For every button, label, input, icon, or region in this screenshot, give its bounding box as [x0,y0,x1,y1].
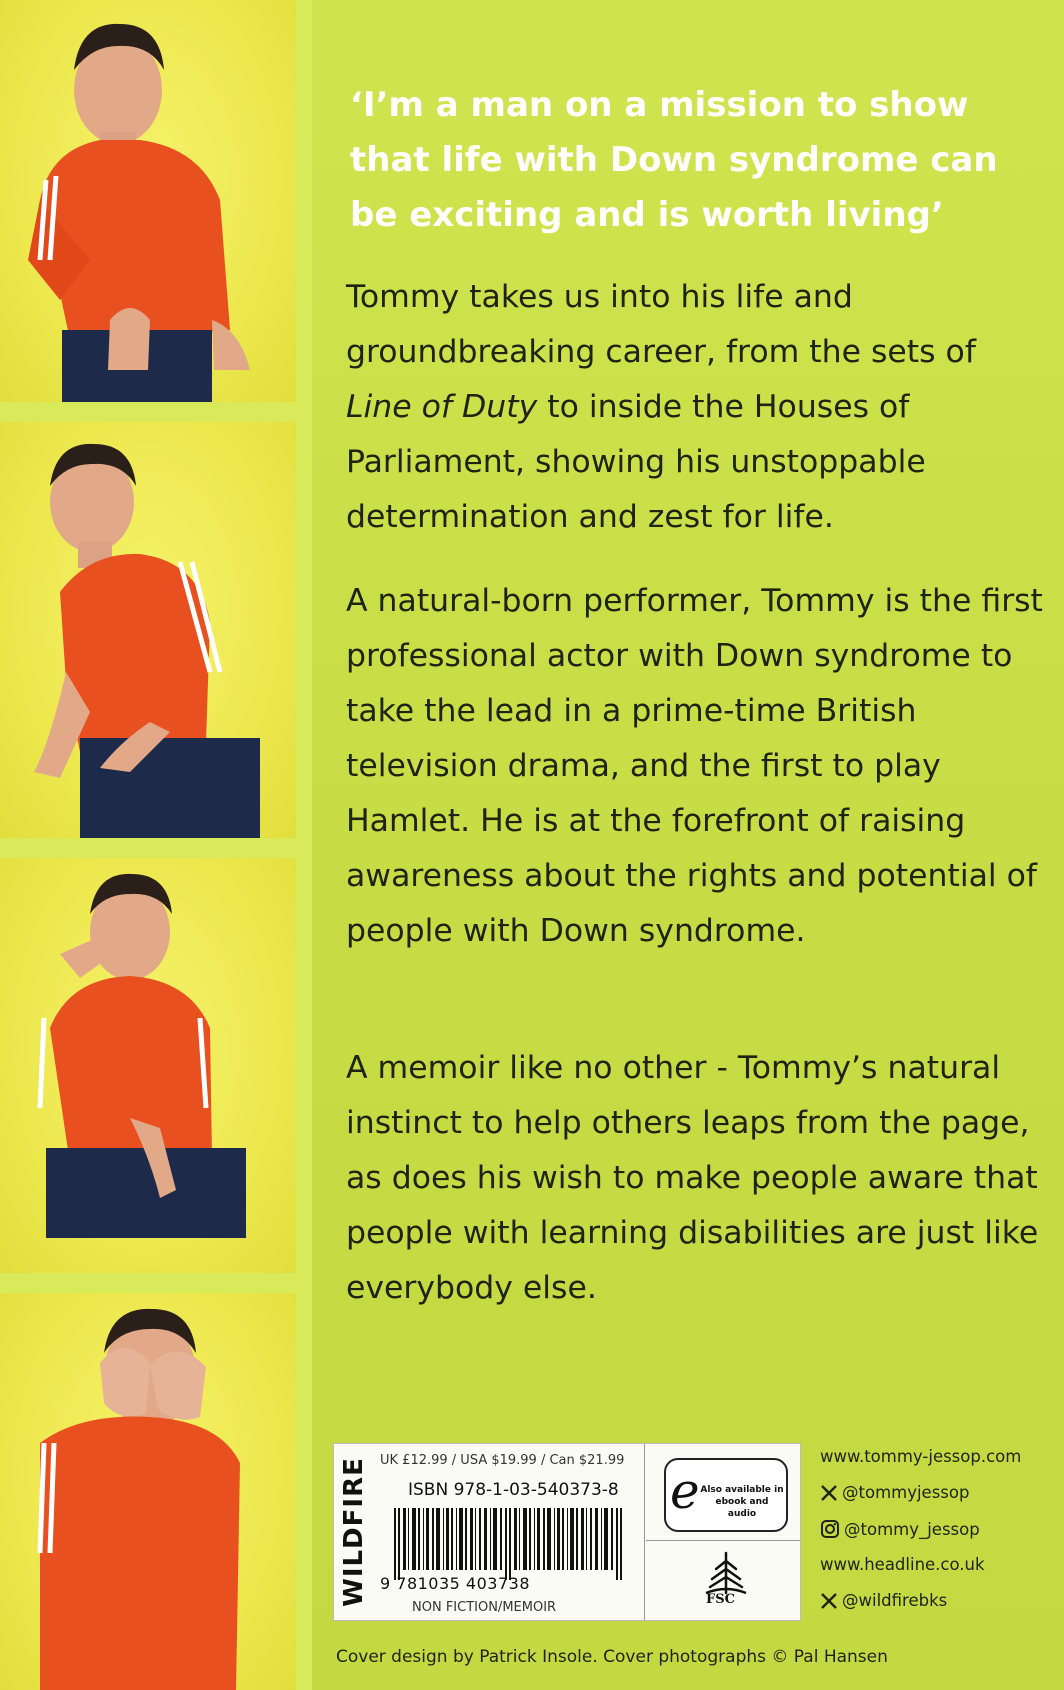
author-photo-thumbs-up [0,0,296,402]
instagram-icon [820,1519,840,1539]
publisher-x-handle: @wildfirebks [842,1591,948,1610]
publisher-website[interactable] [820,1555,985,1574]
author-photo-pose [0,422,296,838]
ebook-badge [664,1458,788,1532]
cover-credits: Cover design by Patrick Insole. Cover photographs © Pal Hansen [336,1647,888,1667]
blurb-paragraph-2: A natural-born performer, Tommy is the first professional actor with Down syndrome to take the lead in a prime-time British television drama, and the first to play Hamlet. He is at the forefront of raising awareness about the rights and potential of people with Down syndrome. [346,583,1043,949]
ebook-e-icon: e [670,1462,700,1520]
pull-quote: ‘I’m a man on a mission to show that life with Down syndrome can be exciting and is worth living’ [350,85,998,235]
publisher-website-text: www.headline.co.uk [820,1555,985,1574]
author-photo-hands-out [0,1293,296,1690]
show-title: Line of Duty [346,389,538,425]
price-line: UK £12.99 / USA $19.99 / Can $21.99 [380,1453,625,1468]
blurb-paragraph-1 [346,270,1046,545]
barcode-digits: 9 781035 403738 [380,1574,531,1593]
author-website[interactable] [820,1447,1021,1466]
category-label: NON FICTION/MEMOIR [412,1600,557,1615]
barcode-panel [333,1443,801,1621]
blurb-paragraph-1-start: Tommy takes us into his life and groundbreaking career, from the sets of [346,279,976,370]
ebook-badge-text: Also available in ebook and audio [700,1485,784,1519]
x-logo-icon [820,1592,838,1610]
panel-divider [644,1444,645,1620]
x-logo-icon [820,1484,838,1502]
barcode [394,1508,624,1580]
author-x-link[interactable] [820,1483,969,1502]
author-instagram-handle: @tommy_jessop [844,1519,980,1539]
publisher-name: WILDFIRE [339,1457,369,1607]
publisher-logo [338,1452,370,1612]
isbn: ISBN 978-1-03-540373-8 [408,1480,619,1500]
author-photo-blow-kiss [0,858,296,1273]
photo-strip [0,0,312,1690]
fsc-label: FSC [706,1592,735,1607]
author-instagram-link[interactable] [820,1519,980,1539]
author-x-handle: @tommyjessop [842,1483,970,1502]
author-website-text: www.tommy-jessop.com [820,1447,1022,1466]
panel-divider-horizontal [646,1540,800,1541]
blurb-paragraph-1-end: to inside the Houses of Parliament, showing his unstoppable determination and zest for life. [346,389,926,535]
blurb-paragraph-3: A memoir like no other - Tommy’s natural instinct to help others leaps from the page, as does his wish to make people aware that people with learning disabilities are just like everybody else. [346,1050,1039,1306]
publisher-x-link[interactable] [820,1591,947,1610]
